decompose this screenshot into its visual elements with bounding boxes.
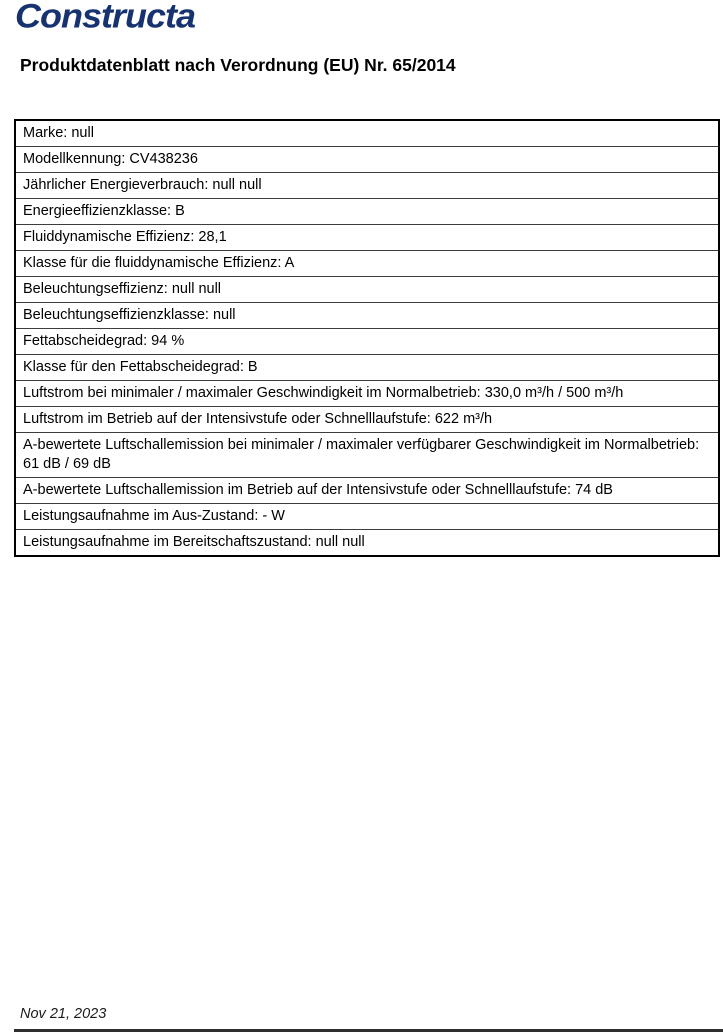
table-row (15, 329, 719, 355)
spec-cell: Fluiddynamische Effizienz: 28,1 (15, 225, 719, 251)
document-date: Nov 21, 2023 (20, 1006, 107, 1022)
table-row (15, 433, 719, 478)
table-row (15, 407, 719, 433)
table-row (15, 355, 719, 381)
table-row (15, 381, 719, 407)
table-row (15, 173, 719, 199)
table-row (15, 303, 719, 329)
spec-cell: Marke: null (15, 120, 719, 147)
table-row (15, 225, 719, 251)
spec-cell: A-bewertete Luftschallemission bei minimaler / maximaler verfügbarer Geschwindigkeit im Normalbetrieb: 61 dB / 69 dB (15, 433, 719, 478)
spec-cell: Leistungsaufnahme im Bereitschaftszustand: null null (15, 530, 719, 557)
spec-cell: Beleuchtungseffizienz: null null (15, 277, 719, 303)
spec-cell: A-bewertete Luftschallemission im Betrieb auf der Intensivstufe oder Schnelllaufstufe: 74 dB (15, 478, 719, 504)
table-row (15, 251, 719, 277)
spec-cell: Modellkennung: CV438236 (15, 147, 719, 173)
table-row (15, 199, 719, 225)
table-row (15, 120, 719, 147)
spec-table (14, 119, 720, 557)
constructa-logo: Constructa (15, 0, 196, 36)
table-row (15, 277, 719, 303)
table-row (15, 478, 719, 504)
spec-cell: Energieeffizienzklasse: B (15, 199, 719, 225)
spec-cell: Leistungsaufnahme im Aus-Zustand: - W (15, 504, 719, 530)
spec-cell: Luftstrom bei minimaler / maximaler Geschwindigkeit im Normalbetrieb: 330,0 m³/h / 500 m³/h (15, 381, 719, 407)
spec-cell: Klasse für den Fettabscheidegrad: B (15, 355, 719, 381)
spec-cell: Fettabscheidegrad: 94 % (15, 329, 719, 355)
spec-cell: Jährlicher Energieverbrauch: null null (15, 173, 719, 199)
table-row (15, 530, 719, 557)
spec-cell: Luftstrom im Betrieb auf der Intensivstufe oder Schnelllaufstufe: 622 m³/h (15, 407, 719, 433)
page-title: Produktdatenblatt nach Verordnung (EU) Nr. 65/2014 (20, 55, 456, 75)
table-row (15, 147, 719, 173)
spec-cell: Klasse für die fluiddynamische Effizienz: A (15, 251, 719, 277)
spec-cell: Beleuchtungseffizienzklasse: null (15, 303, 719, 329)
table-row (15, 504, 719, 530)
